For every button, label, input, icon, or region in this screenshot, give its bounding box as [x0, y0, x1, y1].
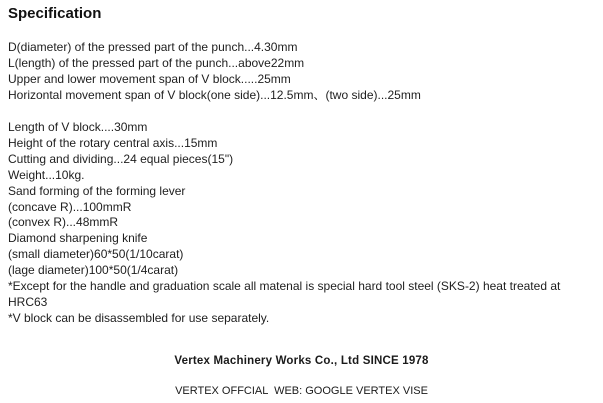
spec-line-diamond-knife: Diamond sharpening knife [8, 231, 148, 246]
spec-line-vblock-length: Length of V block....30mm [8, 120, 148, 134]
spec-line-punch-diameter: D(diameter) of the pressed part of the punch...4.30mm [8, 40, 298, 54]
spec-line-small-diameter: (small diameter)60*50(1/10carat) [8, 247, 184, 262]
spec-line-concave: (concave R)...100mmR [8, 199, 132, 214]
official-web-note: VERTEX OFFCIAL WEB: GOOGLE VERTEX VISE [175, 385, 428, 397]
spec-line-dividing: Cutting and dividing...24 equal pieces(15") [8, 151, 234, 166]
spec-line-convex: (convex R)...48mmR [8, 215, 119, 230]
spec-line-horizontal-span: Horizontal movement span of V block(one side)...12.5mm、(two side)...25mm [8, 87, 421, 102]
spec-line-material-note: *Except for the handle and graduation scale all matenal is special hard tool steel (SKS-2) heat treated at HRC63 [8, 279, 561, 309]
spec-line-axis-height: Height of the rotary central axis...15mm [8, 135, 218, 150]
vblock-spec-list [8, 120, 598, 327]
spec-line-weight: Weight...10kg. [8, 167, 85, 182]
spec-line-large-diameter: (lage diameter)100*50(1/4carat) [8, 263, 179, 278]
page-title: Specification [8, 5, 102, 22]
spec-line-vertical-span: Upper and lower movement span of V block.....25mm [8, 71, 291, 86]
spec-line-punch-length: L(length) of the pressed part of the punch...above22mm [8, 55, 305, 70]
company-name: Vertex Machinery Works Co., Ltd SINCE 1978 [174, 355, 429, 367]
spec-line-sand-forming: Sand forming of the forming lever [8, 183, 186, 198]
punch-spec-list [8, 40, 598, 104]
spec-line-disassembly-note: *V block can be disassembled for use separately. [8, 310, 270, 325]
